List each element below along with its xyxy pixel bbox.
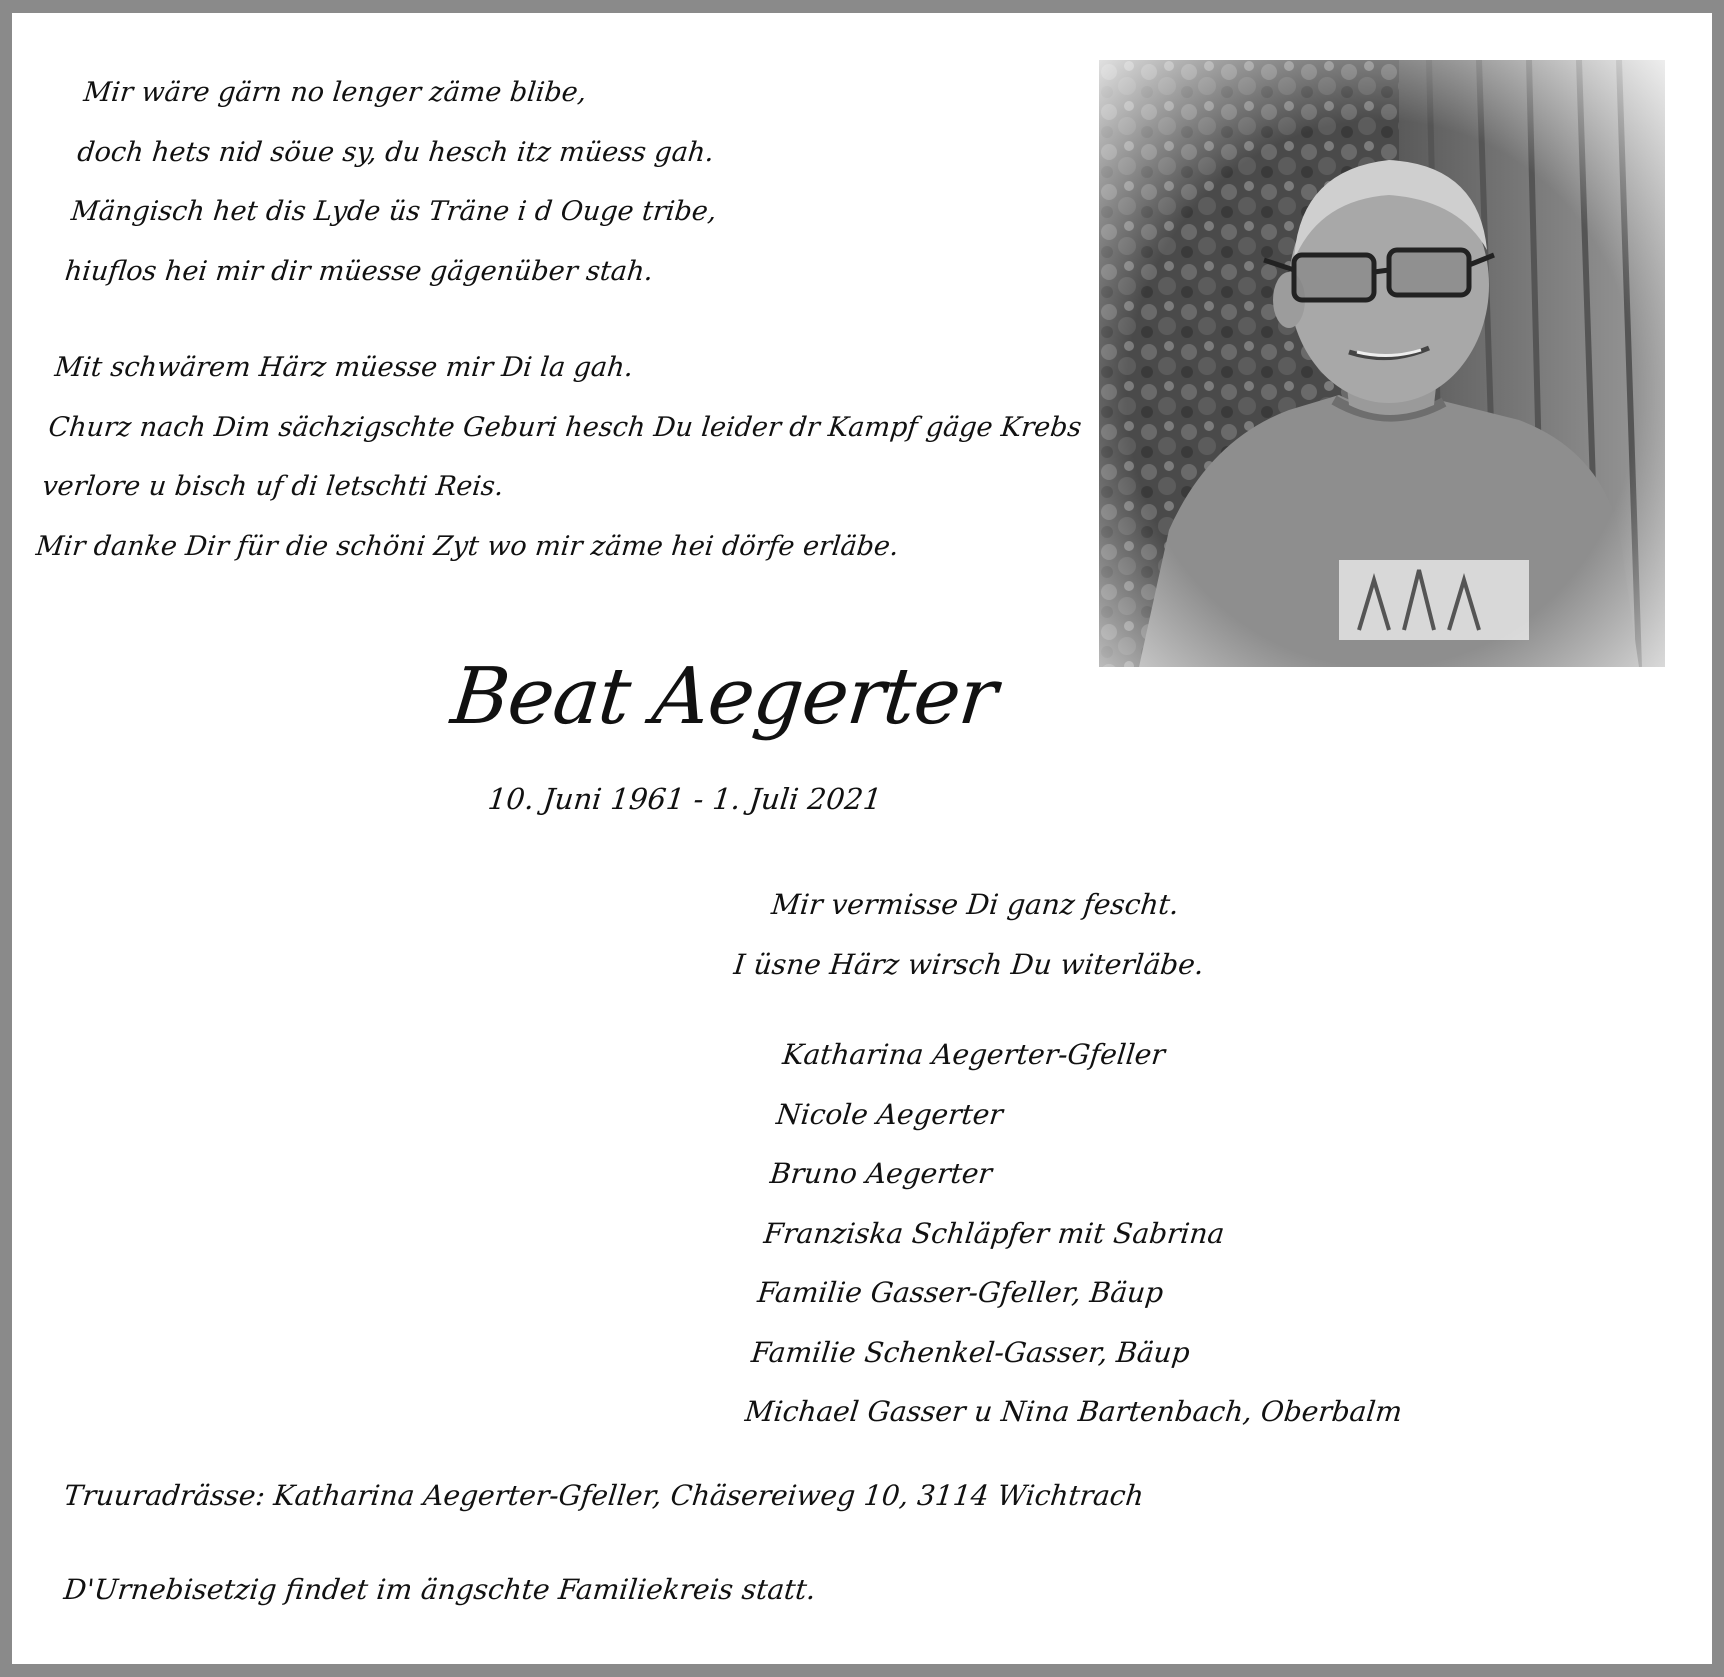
urn-burial-note: D'Urnebisetzig findet im ängschte Familiekreis statt. — [62, 1573, 818, 1606]
poem-line: verlore u bisch uf di letschti Reis. — [40, 471, 506, 502]
mourner: Bruno Aegerter — [768, 1157, 994, 1190]
deceased-name: Beat Aegerter — [447, 652, 1001, 742]
poem — [29, 63, 1087, 613]
closing-line: I üsne Härz wirsch Du witerläbe. — [732, 948, 1206, 981]
closing-line: Mir vermisse Di ganz fescht. — [769, 888, 1181, 921]
mourners-list — [742, 1025, 1443, 1442]
mourner: Franziska Schläpfer mit Sabrina — [762, 1216, 1227, 1250]
poem-line: Mir danke Dir für die schöni Zyt wo mir zäme hei dörfe erläbe. — [34, 530, 901, 562]
poem-line: doch hets nid söue sy, du hesch itz müess gah. — [75, 136, 716, 168]
poem-line: Mir wäre gärn no lenger zäme blibe, — [82, 77, 589, 108]
mourner: Familie Gasser-Gfeller, Bäup — [756, 1276, 1165, 1309]
life-dates: 10. Juni 1961 - 1. Juli 2021 — [486, 782, 884, 816]
poem-line: Mängisch het dis Lyde üs Träne i d Ouge tribe, — [69, 196, 719, 227]
mourner: Katharina Aegerter-Gfeller — [781, 1038, 1167, 1071]
mourner: Familie Schenkel-Gasser, Bäup — [749, 1335, 1192, 1369]
poem-line: hiuflos hei mir dir müesse gägenüber stah. — [63, 255, 655, 287]
obituary-card — [12, 13, 1712, 1664]
poem-stanza-1 — [62, 63, 1087, 301]
portrait-illustration — [1099, 60, 1665, 667]
mourner: Nicole Aegerter — [774, 1097, 1005, 1131]
mourner: Michael Gasser u Nina Bartenbach, Oberbalm — [743, 1395, 1404, 1428]
closing-lines — [626, 875, 1319, 995]
poem-stanza-2 — [33, 338, 1084, 576]
poem-line: Churz nach Dim sächzigschte Geburi hesch Du leider dr Kampf gäge Krebs — [47, 411, 1084, 443]
poem-line: Mit schwärem Härz müesse mir Di la gah. — [53, 352, 635, 383]
mourning-address: Truuradrässe: Katharina Aegerter-Gfeller, Chäsereiweg 10, 3114 Wichtrach — [62, 1479, 1146, 1512]
portrait-photo — [1099, 60, 1665, 667]
